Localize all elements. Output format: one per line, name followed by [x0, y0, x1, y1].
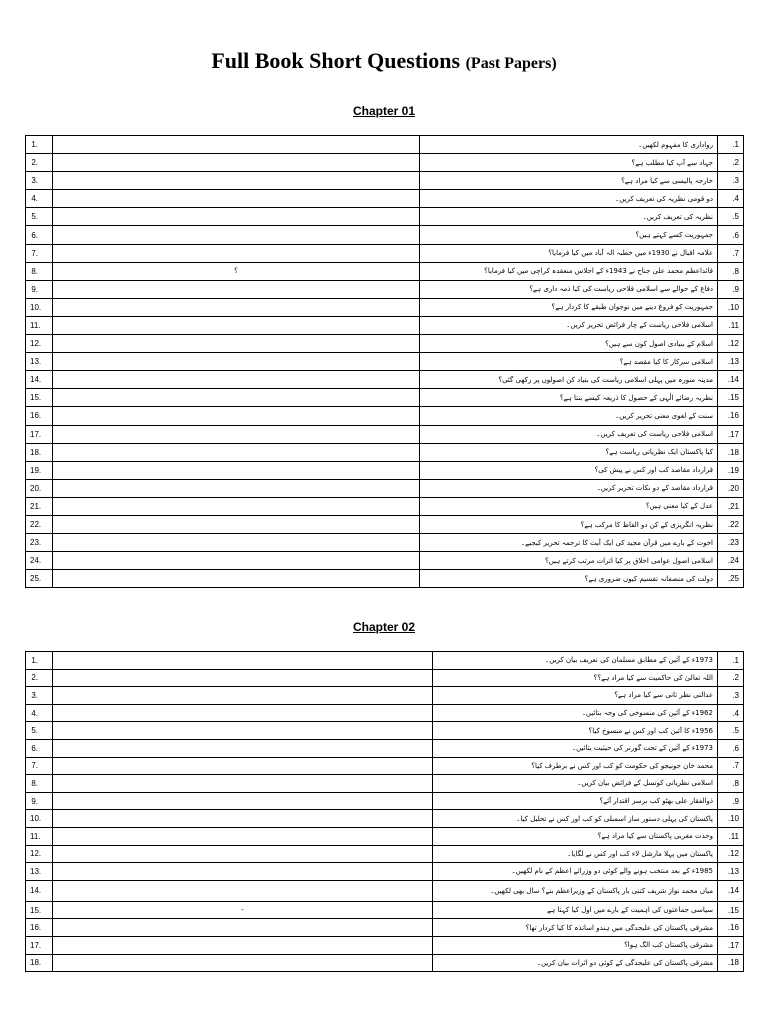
- row-number-left: 5.: [26, 722, 53, 740]
- answer-cell: ؟: [53, 262, 420, 280]
- row-number-right: .4: [718, 190, 744, 208]
- question-text: 1985ء کے بعد منتخب ہونے والے کوئی دو وزرائے اعظم کے نام لکھیں۔: [433, 863, 718, 881]
- question-text: دولت کی منصفانہ تقسیم کیوں ضروری ہے؟: [420, 570, 718, 588]
- row-number-right: .18: [718, 954, 744, 972]
- chapter-01-table: [25, 135, 744, 588]
- row-number-right: .7: [718, 757, 744, 775]
- row-number-right: .18: [718, 443, 744, 461]
- question-text: سیاسی جماعتوں کی اہمیت کے بارے میں اول کیا کہتا ہے: [433, 901, 718, 919]
- row-number-right: .14: [718, 371, 744, 389]
- row-number-left: 6.: [26, 226, 53, 244]
- row-number-left: 7.: [26, 757, 53, 775]
- question-text: قرارداد مقاصد کے دو نکات تحریر کریں۔: [420, 479, 718, 497]
- row-number-left: 18.: [26, 443, 53, 461]
- question-text: اسلامی اصول عوامی اخلاق پر کیا اثرات مرتب کرتے ہیں؟: [420, 552, 718, 570]
- answer-cell: [53, 534, 420, 552]
- row-number-right: .21: [718, 497, 744, 515]
- question-row: [26, 810, 744, 828]
- row-number-left: 16.: [26, 919, 53, 937]
- question-text: اخوت کے بارے میں قرآن مجید کی ایک آیت کا ترجمہ تحریر کیجیے۔: [420, 534, 718, 552]
- row-number-right: .9: [718, 280, 744, 298]
- row-number-left: 16.: [26, 407, 53, 425]
- question-text: پاکستان میں پہلا مارشل لاء کب اور کس نے لگایا۔: [433, 845, 718, 863]
- chapter-02-table: [25, 651, 744, 972]
- question-row: [26, 335, 744, 353]
- row-number-right: .16: [718, 919, 744, 937]
- row-number-right: .22: [718, 515, 744, 533]
- question-text: جمہوریت کسے کہتے ہیں؟: [420, 226, 718, 244]
- row-number-left: 7.: [26, 244, 53, 262]
- row-number-left: 5.: [26, 208, 53, 226]
- question-row: [26, 244, 744, 262]
- question-text: اسلام کے بنیادی اصول کون سے ہیں؟: [420, 335, 718, 353]
- answer-cell: [53, 722, 433, 740]
- question-row: [26, 552, 744, 570]
- question-row: [26, 919, 744, 937]
- row-number-right: .3: [718, 172, 744, 190]
- question-row: [26, 880, 744, 901]
- row-number-right: .1: [718, 136, 744, 154]
- answer-cell: [53, 570, 420, 588]
- question-text: مدینہ منورہ میں پہلی اسلامی ریاست کی بنیاد کن اصولوں پر رکھی گئی؟: [420, 371, 718, 389]
- row-number-right: .11: [718, 316, 744, 334]
- answer-cell: [53, 936, 433, 954]
- row-number-right: .5: [718, 208, 744, 226]
- question-text: قرارداد مقاصد کب اور کس نے پیش کی؟: [420, 461, 718, 479]
- row-number-right: .2: [718, 154, 744, 172]
- row-number-left: 18.: [26, 954, 53, 972]
- question-text: اسلامی فلاحی ریاست کے چار فرائض تحریر کریں۔: [420, 316, 718, 334]
- row-number-right: .5: [718, 722, 744, 740]
- row-number-left: 4.: [26, 704, 53, 722]
- question-row: [26, 298, 744, 316]
- question-text: 1973ء کے آئین کے مطابق مسلمان کی تعریف بیان کریں۔: [433, 652, 718, 670]
- question-row: [26, 687, 744, 705]
- row-number-right: .15: [718, 389, 744, 407]
- answer-cell: [53, 443, 420, 461]
- chapter-01-heading: Chapter 01: [352, 104, 416, 118]
- question-text: نظریہ انگریزی کے کن دو الفاظ کا مرکب ہے؟: [420, 515, 718, 533]
- question-row: [26, 208, 744, 226]
- question-row: [26, 226, 744, 244]
- answer-cell: [53, 136, 420, 154]
- answer-cell: [53, 687, 433, 705]
- row-number-right: .6: [718, 739, 744, 757]
- row-number-right: .13: [718, 863, 744, 881]
- question-text: پاکستان کی پہلی دستور ساز اسمبلی کو کب اور کس نے تحلیل کیا۔: [433, 810, 718, 828]
- question-text: نظریہ کی تعریف کریں۔: [420, 208, 718, 226]
- row-number-right: .2: [718, 669, 744, 687]
- question-text: دو قومی نظریہ کی تعریف کریں۔: [420, 190, 718, 208]
- answer-cell: [53, 190, 420, 208]
- row-number-left: 8.: [26, 775, 53, 793]
- question-row: [26, 461, 744, 479]
- answer-cell: [53, 515, 420, 533]
- row-number-right: .24: [718, 552, 744, 570]
- answer-cell: [53, 652, 433, 670]
- question-row: [26, 190, 744, 208]
- row-number-left: 3.: [26, 172, 53, 190]
- answer-cell: [53, 479, 420, 497]
- question-text: ذوالفقار علی بھٹو کب برسر اقتدار آئے؟: [433, 792, 718, 810]
- question-row: [26, 827, 744, 845]
- question-text: 1973ء کے آئین کے تحت گورنر کی حیثیت بتائیں۔: [433, 739, 718, 757]
- answer-cell: [53, 919, 433, 937]
- question-text: دفاع کے حوالے سے اسلامی فلاحی ریاست کی کیا ذمہ داری ہے؟: [420, 280, 718, 298]
- question-row: [26, 669, 744, 687]
- row-number-right: .13: [718, 353, 744, 371]
- question-row: [26, 722, 744, 740]
- row-number-left: 21.: [26, 497, 53, 515]
- row-number-right: .20: [718, 479, 744, 497]
- row-number-left: 25.: [26, 570, 53, 588]
- row-number-left: 3.: [26, 687, 53, 705]
- question-row: [26, 936, 744, 954]
- answer-cell: [53, 863, 433, 881]
- answer-cell: [53, 407, 420, 425]
- row-number-right: .4: [718, 704, 744, 722]
- question-row: [26, 845, 744, 863]
- question-row: [26, 136, 744, 154]
- question-text: اسلامی نظریاتی کونسل کے فرائض بیان کریں۔: [433, 775, 718, 793]
- question-text: میاں محمد نواز شریف کتنی بار پاکستان کے وزیراعظم بنے؟ سال بھی لکھیں۔: [433, 880, 718, 901]
- answer-cell: [53, 353, 420, 371]
- row-number-right: .8: [718, 775, 744, 793]
- question-text: مشرقی پاکستان کب الگ ہوا؟: [433, 936, 718, 954]
- row-number-right: .25: [718, 570, 744, 588]
- row-number-right: .8: [718, 262, 744, 280]
- row-number-left: 12.: [26, 845, 53, 863]
- answer-cell: [53, 335, 420, 353]
- row-number-left: 22.: [26, 515, 53, 533]
- question-row: [26, 652, 744, 670]
- row-number-left: 4.: [26, 190, 53, 208]
- answer-cell: [53, 792, 433, 810]
- row-number-left: 24.: [26, 552, 53, 570]
- row-number-right: .17: [718, 936, 744, 954]
- row-number-right: .12: [718, 335, 744, 353]
- answer-cell: [53, 280, 420, 298]
- row-number-right: .11: [718, 827, 744, 845]
- answer-cell: [53, 425, 420, 443]
- row-number-left: 20.: [26, 479, 53, 497]
- answer-cell: [53, 704, 433, 722]
- answer-cell: [53, 775, 433, 793]
- question-text: اسلامی فلاحی ریاست کی تعریف کریں۔: [420, 425, 718, 443]
- answer-cell: [53, 226, 420, 244]
- question-row: [26, 792, 744, 810]
- question-row: [26, 371, 744, 389]
- question-text: عدالتی نظر ثانی سے کیا مراد ہے؟: [433, 687, 718, 705]
- question-row: [26, 704, 744, 722]
- question-row: [26, 479, 744, 497]
- answer-cell: [53, 497, 420, 515]
- question-text: کیا پاکستان ایک نظریاتی ریاست ہے؟: [420, 443, 718, 461]
- question-row: [26, 172, 744, 190]
- question-text: نظریہ رضائے الٰہی کے حصول کا ذریعہ کیسے بنتا ہے؟: [420, 389, 718, 407]
- question-row: [26, 534, 744, 552]
- question-row: [26, 280, 744, 298]
- row-number-right: .12: [718, 845, 744, 863]
- answer-cell: [53, 757, 433, 775]
- question-text: اسلامی سرکار کا کیا مقصد ہے؟: [420, 353, 718, 371]
- row-number-left: 13.: [26, 353, 53, 371]
- row-number-left: 13.: [26, 863, 53, 881]
- question-text: 1956ء کا آئین کب اور کس نے منسوخ کیا؟: [433, 722, 718, 740]
- question-row: [26, 154, 744, 172]
- answer-cell: [53, 371, 420, 389]
- question-row: [26, 739, 744, 757]
- row-number-left: 17.: [26, 425, 53, 443]
- question-text: سنت کے لغوی معنی تحریر کریں۔: [420, 407, 718, 425]
- question-row: [26, 757, 744, 775]
- question-text: 1962ء کے آئین کی منسوخی کی وجہ بتائیں۔: [433, 704, 718, 722]
- question-row: [26, 262, 744, 280]
- row-number-right: .14: [718, 880, 744, 901]
- question-text: رواداری کا مفہوم لکھیں۔: [420, 136, 718, 154]
- question-text: اللہ تعالیٰ کی حاکمیت سے کیا مراد ہے؟؟: [433, 669, 718, 687]
- answer-cell: [53, 552, 420, 570]
- row-number-right: .7: [718, 244, 744, 262]
- row-number-left: 15.: [26, 901, 53, 919]
- row-number-right: .10: [718, 298, 744, 316]
- question-text: مشرقی پاکستان کی علیحدگی کے کوئی دو اثرات بیان کریں۔: [433, 954, 718, 972]
- answer-cell: [53, 810, 433, 828]
- answer-cell: [53, 669, 433, 687]
- row-number-left: 9.: [26, 792, 53, 810]
- answer-cell: [53, 154, 420, 172]
- row-number-right: .10: [718, 810, 744, 828]
- row-number-left: 6.: [26, 739, 53, 757]
- row-number-left: 11.: [26, 827, 53, 845]
- page-title-main: Full Book Short Questions: [211, 48, 461, 73]
- question-row: [26, 775, 744, 793]
- row-number-right: .6: [718, 226, 744, 244]
- question-text: خارجہ پالیسی سے کیا مراد ہے؟: [420, 172, 718, 190]
- question-text: قائداعظم محمد علی جناح نے 1943ء کے اجلاس منعقدہ کراچی میں کیا فرمایا؟: [420, 262, 718, 280]
- answer-cell: [53, 316, 420, 334]
- answer-cell: [53, 461, 420, 479]
- row-number-left: 14.: [26, 880, 53, 901]
- answer-cell: [53, 389, 420, 407]
- question-row: [26, 863, 744, 881]
- question-text: محمد خان جونیجو کی حکومت کو کب اور کس نے برطرف کیا؟: [433, 757, 718, 775]
- question-text: علامہ اقبال نے 1930ء میں خطبہ الہ آباد میں کیا فرمایا؟: [420, 244, 718, 262]
- question-row: [26, 316, 744, 334]
- question-row: [26, 901, 744, 919]
- answer-cell: [53, 880, 433, 901]
- row-number-right: .19: [718, 461, 744, 479]
- row-number-right: .9: [718, 792, 744, 810]
- page-title: [0, 48, 768, 74]
- answer-cell: [53, 208, 420, 226]
- row-number-left: 14.: [26, 371, 53, 389]
- row-number-right: .3: [718, 687, 744, 705]
- question-row: [26, 515, 744, 533]
- question-row: [26, 389, 744, 407]
- row-number-right: .16: [718, 407, 744, 425]
- page-title-sub: (Past Papers): [465, 55, 557, 72]
- question-row: [26, 443, 744, 461]
- row-number-left: 2.: [26, 669, 53, 687]
- question-text: جہاد سے آپ کیا مطلب ہے؟: [420, 154, 718, 172]
- row-number-left: 9.: [26, 280, 53, 298]
- question-text: وحدت مغربی پاکستان سے کیا مراد ہے؟: [433, 827, 718, 845]
- answer-cell: [53, 827, 433, 845]
- row-number-left: 11.: [26, 316, 53, 334]
- question-row: [26, 570, 744, 588]
- row-number-left: 10.: [26, 298, 53, 316]
- question-row: [26, 353, 744, 371]
- answer-cell: [53, 845, 433, 863]
- answer-cell: [53, 244, 420, 262]
- question-text: مشرقی پاکستان کی علیحدگی میں ہندو اساتذہ کا کیا کردار تھا؟: [433, 919, 718, 937]
- row-number-left: 12.: [26, 335, 53, 353]
- row-number-right: .17: [718, 425, 744, 443]
- row-number-right: .1: [718, 652, 744, 670]
- question-row: [26, 425, 744, 443]
- answer-cell: [53, 739, 433, 757]
- question-row: [26, 954, 744, 972]
- answer-cell: [53, 298, 420, 316]
- row-number-left: 19.: [26, 461, 53, 479]
- chapter-02-heading: Chapter 02: [352, 620, 416, 634]
- answer-cell: [53, 172, 420, 190]
- row-number-left: 1.: [26, 136, 53, 154]
- row-number-left: 23.: [26, 534, 53, 552]
- row-number-left: 10.: [26, 810, 53, 828]
- question-text: عدل کے کیا معنی ہیں؟: [420, 497, 718, 515]
- row-number-left: 15.: [26, 389, 53, 407]
- row-number-left: 8.: [26, 262, 53, 280]
- row-number-left: 2.: [26, 154, 53, 172]
- question-row: [26, 407, 744, 425]
- answer-cell: [53, 954, 433, 972]
- answer-cell: -: [53, 901, 433, 919]
- row-number-left: 17.: [26, 936, 53, 954]
- question-text: جمہوریت کو فروغ دینے میں نوجوان طبقے کا کردار ہے؟: [420, 298, 718, 316]
- row-number-right: .15: [718, 901, 744, 919]
- question-row: [26, 497, 744, 515]
- row-number-right: .23: [718, 534, 744, 552]
- row-number-left: 1.: [26, 652, 53, 670]
